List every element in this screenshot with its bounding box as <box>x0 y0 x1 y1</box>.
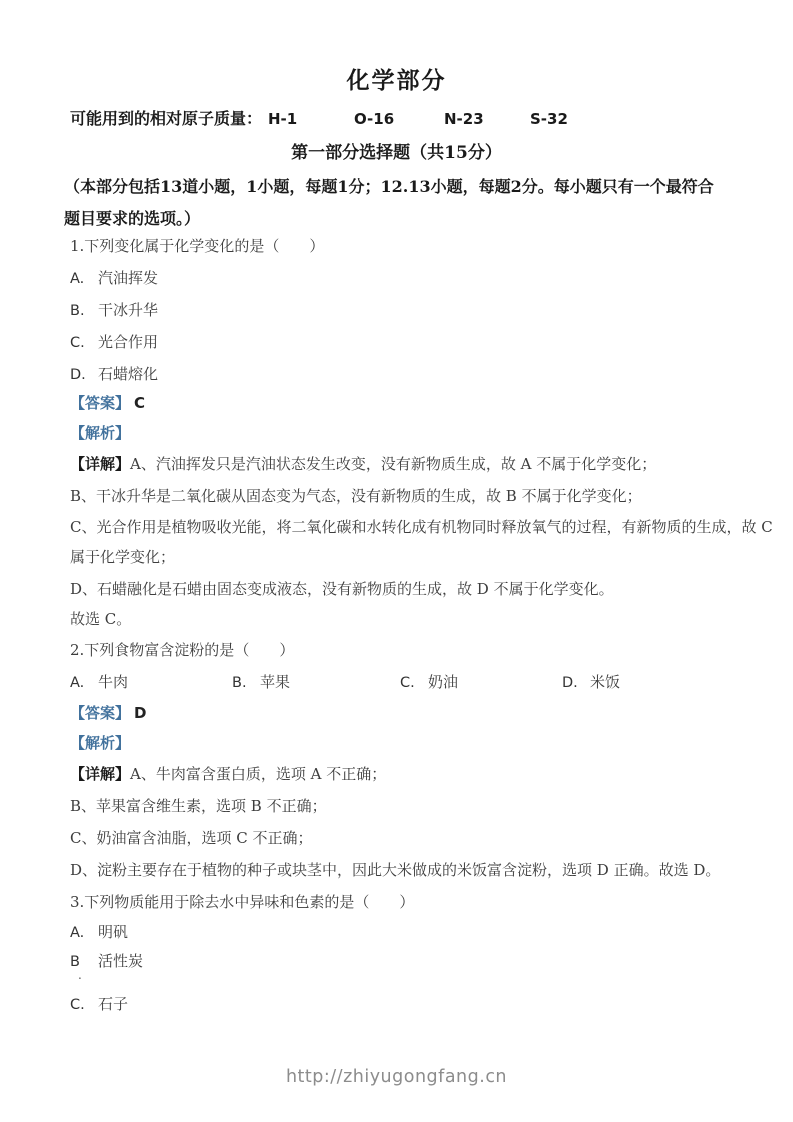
question-2-option-c: C. 奶油 <box>400 673 459 691</box>
option-text: 光合作用 <box>98 333 159 351</box>
option-text: 石蜡熔化 <box>98 365 159 383</box>
question-2-detail-line-1 <box>70 763 386 785</box>
answer-value: D <box>134 704 147 722</box>
question-3-option-c <box>70 993 128 1016</box>
question-2-answer-line <box>70 702 146 724</box>
option-label: B. <box>70 303 85 319</box>
question-2-option-a: A. 牛肉 <box>70 673 129 691</box>
question-2-analysis-line <box>70 732 130 754</box>
option-text: 明矾 <box>98 923 129 941</box>
analysis-label: 【解析】 <box>70 734 131 752</box>
detail-label: 【详解】 <box>70 455 131 473</box>
question-1-detail-line-6: 故选 C。 <box>70 610 132 628</box>
footer-url: http://zhiyugongfang.cn <box>285 1067 508 1087</box>
atomic-mass-value-s: S-32 <box>530 110 568 128</box>
question-2-detail-line-2: B、苹果富含维生素，选项 B 不正确； <box>70 797 327 815</box>
instruction-line-2: 题目要求的选项。） <box>64 209 201 228</box>
question-2-detail-line-3: C、奶油富含油脂，选项 C 不正确； <box>70 829 313 847</box>
instruction-line-1: （本部分包括13道小题，1小题，每题1分；12.13小题，每题2分。每小题只有一个最符合 <box>64 177 714 196</box>
explanation-line: A、牛肉富含蛋白质，选项 A 不正确； <box>130 765 387 783</box>
option-label: B <box>70 954 80 970</box>
option-text: 活性炭 <box>98 952 144 970</box>
question-1-option-d <box>70 363 158 386</box>
option-label: D. <box>70 367 86 383</box>
page-title: 化学部分 <box>346 67 447 94</box>
question-3-text: 3.下列物质能用于除去水中异味和色素的是（ ） <box>70 893 415 911</box>
atomic-mass-line <box>70 108 262 130</box>
detail-label: 【详解】 <box>70 765 131 783</box>
option-text: 汽油挥发 <box>98 269 159 287</box>
atomic-mass-label: 可能用到的相对原子质量： <box>70 109 263 128</box>
atomic-mass-value-h: H-1 <box>268 110 298 128</box>
question-1-detail-line-1 <box>70 453 656 475</box>
option-text: 干冰升华 <box>98 301 159 319</box>
question-1-detail-line-5: D、石蜡融化是石蜡由固态变成液态，没有新物质的生成，故 D 不属于化学变化。 <box>70 580 614 598</box>
explanation-line: A、汽油挥发只是汽油状态发生改变，没有新物质生成，故 A 不属于化学变化； <box>130 455 657 473</box>
analysis-label: 【解析】 <box>70 424 131 442</box>
stray-period-mark: . <box>78 968 82 982</box>
option-label: C. <box>70 997 85 1013</box>
question-1-detail-line-3: C、光合作用是植物吸收光能，将二氧化碳和水转化成有机物同时释放氧气的过程，有新物质的生成，故 C <box>70 518 773 536</box>
answer-label: 【答案】 <box>70 704 131 722</box>
question-1-answer-line <box>70 392 145 414</box>
question-1-detail-line-2: B、干冰升华是二氧化碳从固态变为气态，没有新物质的生成，故 B 不属于化学变化； <box>70 487 642 505</box>
question-1-detail-line-4: 属于化学变化； <box>70 548 176 566</box>
question-1-text: 1.下列变化属于化学变化的是（ ） <box>70 237 325 255</box>
question-2-option-d: D. 米饭 <box>562 673 621 691</box>
atomic-mass-value-o: O-16 <box>354 110 395 128</box>
question-1-option-c <box>70 331 158 354</box>
question-1-option-a <box>70 267 158 290</box>
answer-value: C <box>134 394 146 412</box>
question-2-option-b: B. 苹果 <box>232 673 291 691</box>
option-label: A. <box>70 271 85 287</box>
question-3-option-a <box>70 921 128 944</box>
question-1-analysis-line <box>70 422 130 444</box>
option-text: 石子 <box>98 995 129 1013</box>
atomic-mass-value-n: N-23 <box>444 110 484 128</box>
answer-label: 【答案】 <box>70 394 131 412</box>
section-heading: 第一部分选择题（共15分） <box>291 143 502 163</box>
option-label: C. <box>70 335 85 351</box>
question-2-text: 2.下列食物富含淀粉的是（ ） <box>70 641 295 659</box>
question-2-detail-line-4: D、淀粉主要存在于植物的种子或块茎中，因此大米做成的米饭富含淀粉，选项 D 正确。故选 D。 <box>70 861 721 879</box>
question-1-option-b <box>70 299 158 322</box>
option-label: A. <box>70 925 85 941</box>
